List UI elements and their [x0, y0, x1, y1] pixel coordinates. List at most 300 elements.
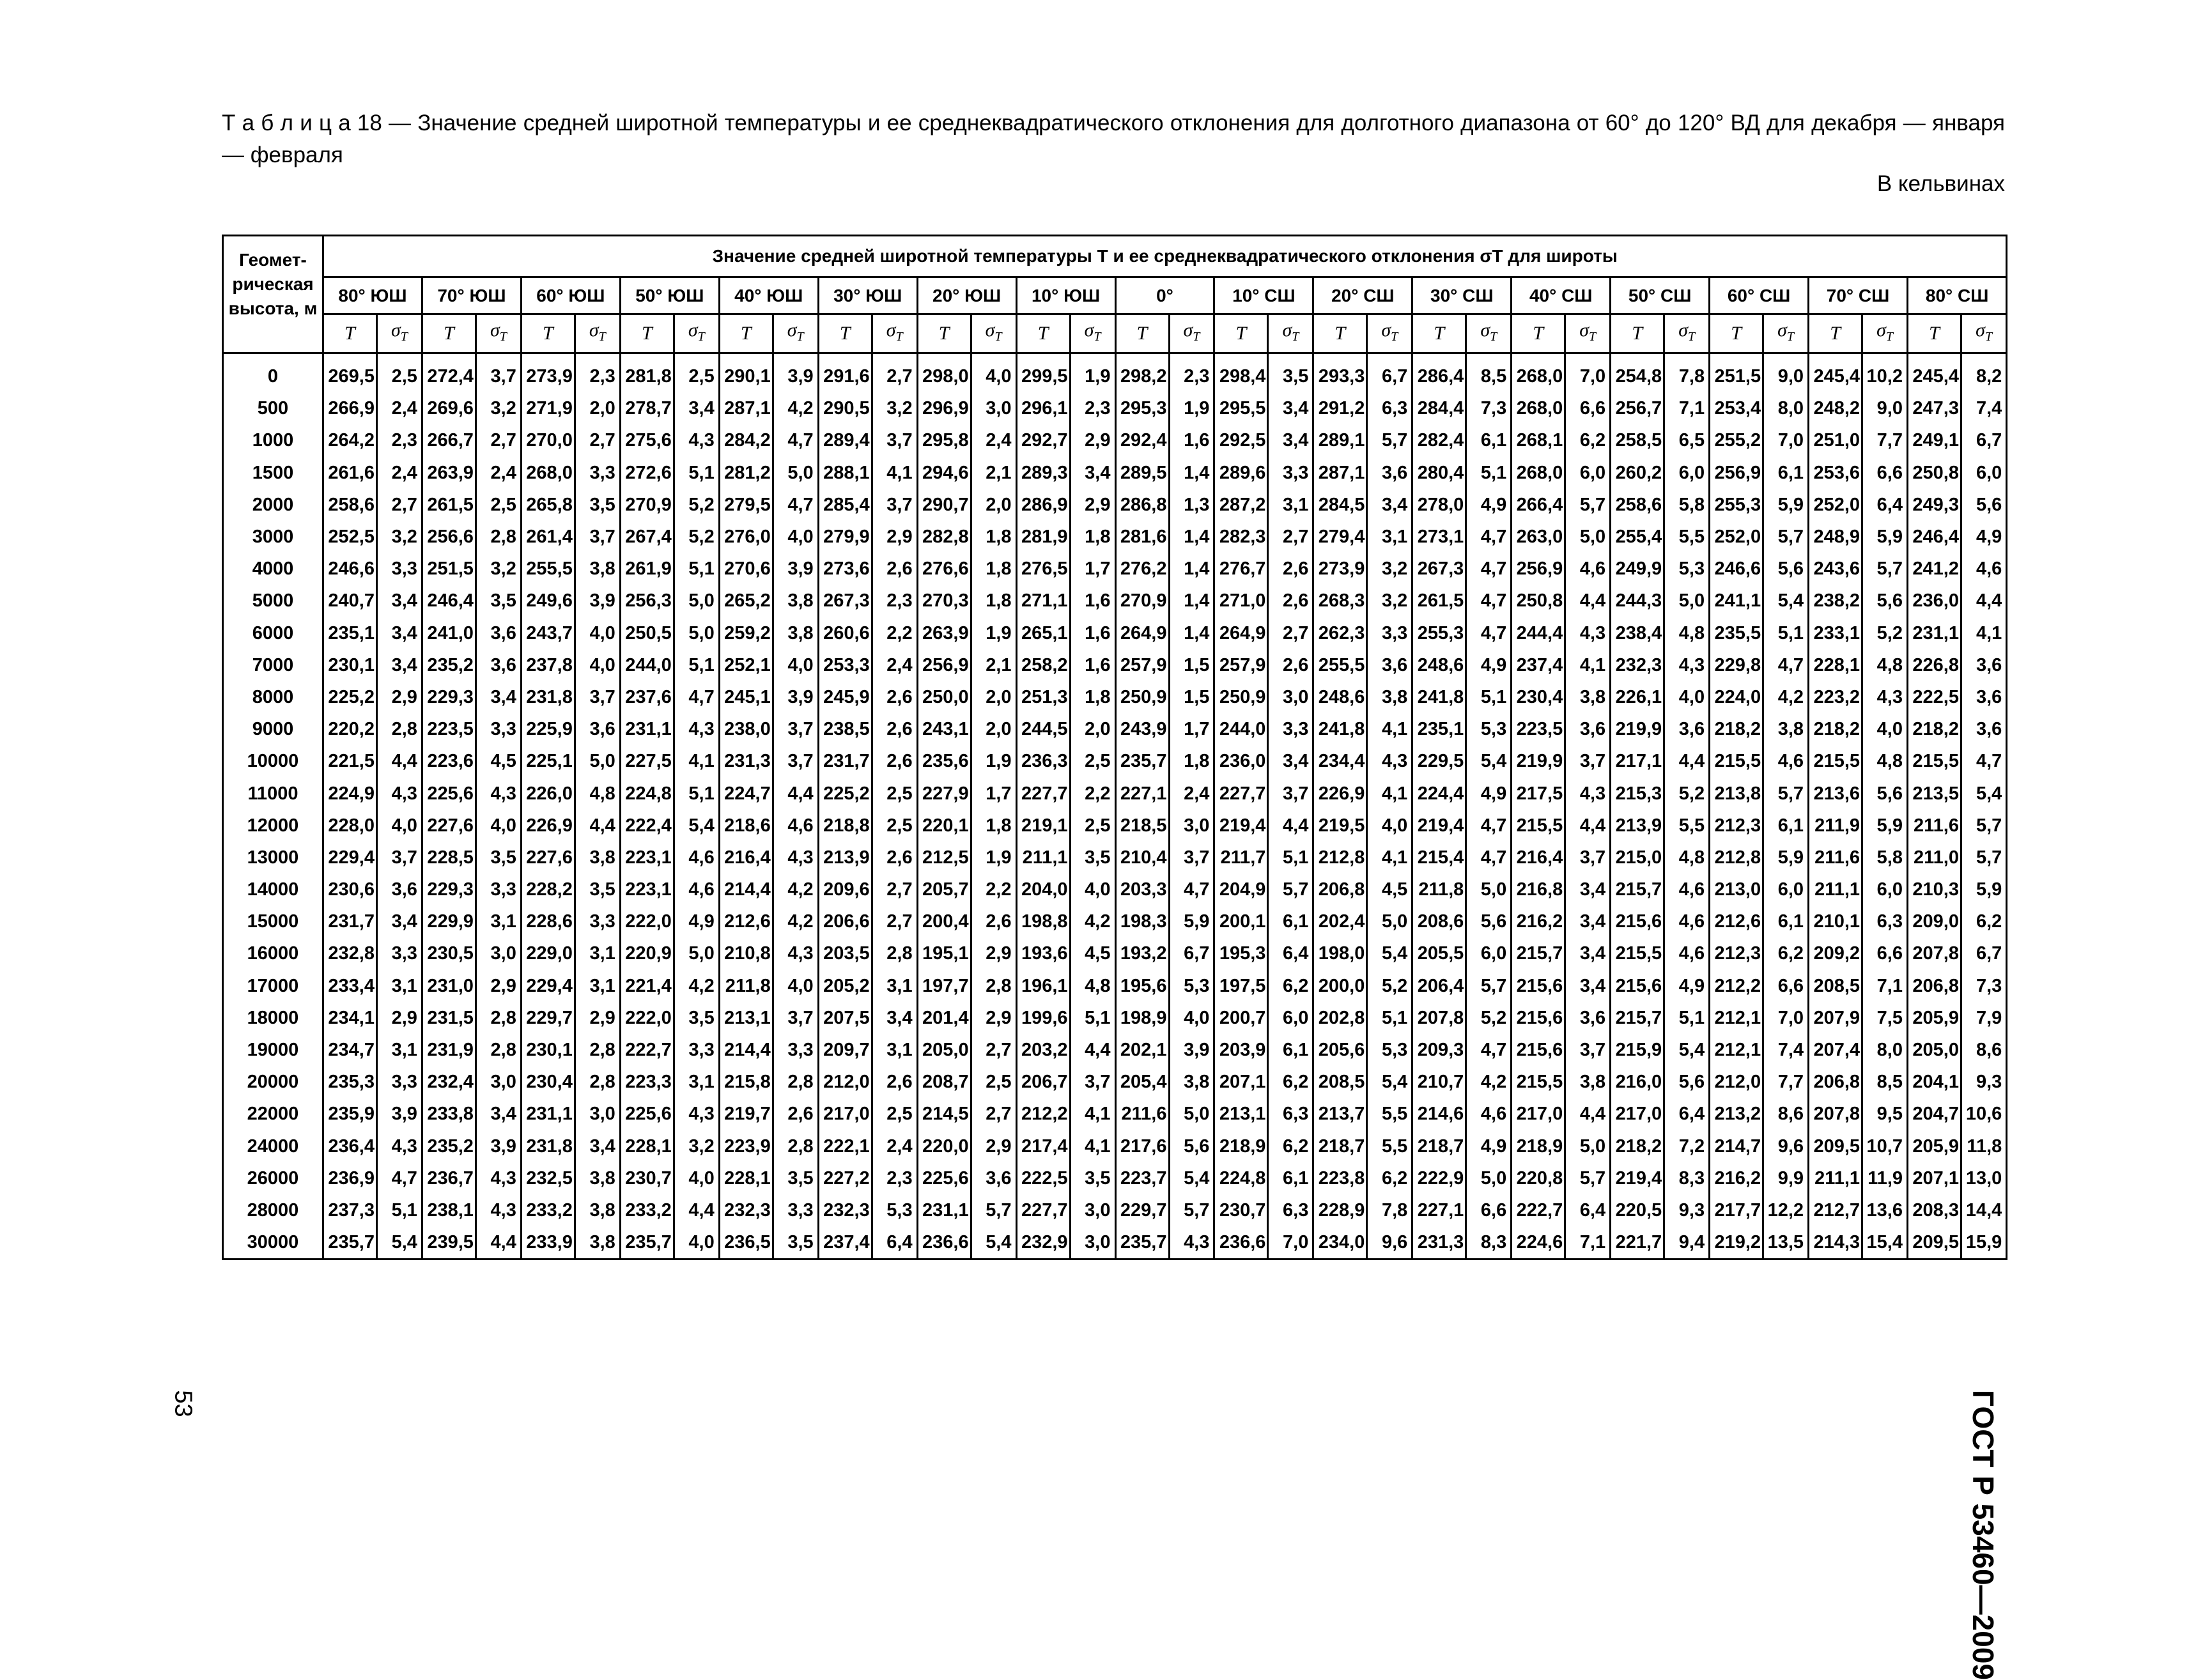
sigma-cell: 1,4 [1169, 521, 1214, 553]
sigma-cell: 10,6 [1961, 1098, 2007, 1130]
temperature-cell: 216,2 [1512, 906, 1565, 937]
temperature-cell: 229,0 [521, 937, 575, 969]
sigma-cell: 4,3 [674, 713, 719, 745]
temperature-cell: 217,0 [818, 1098, 872, 1130]
sigma-cell: 8,3 [1664, 1162, 1710, 1194]
temperature-cell: 216,4 [719, 842, 773, 874]
temperature-cell: 207,8 [1908, 937, 1961, 969]
sigma-cell: 4,6 [1664, 937, 1710, 969]
temperature-cell: 215,6 [1611, 906, 1664, 937]
temperature-cell: 218,6 [719, 810, 773, 842]
temperature-cell: 248,9 [1809, 521, 1862, 553]
sigma-cell: 4,1 [1070, 1098, 1115, 1130]
temperature-cell: 231,9 [422, 1034, 476, 1066]
sigma-cell: 1,3 [1169, 489, 1214, 521]
sigma-cell: 4,9 [1466, 649, 1512, 681]
temperature-cell: 238,0 [719, 713, 773, 745]
temperature-cell: 231,8 [521, 681, 575, 713]
sigma-cell: 5,3 [872, 1194, 917, 1226]
temperature-cell: 271,1 [1016, 585, 1070, 617]
temperature-cell: 219,4 [1611, 1162, 1664, 1194]
sigma-cell: 5,7 [1367, 424, 1412, 456]
temperature-cell: 292,4 [1115, 424, 1169, 456]
temperature-cell: 258,2 [1016, 649, 1070, 681]
temperature-cell: 231,1 [521, 1098, 575, 1130]
temperature-cell: 244,5 [1016, 713, 1070, 745]
temperature-cell: 268,0 [521, 457, 575, 489]
temperature-cell: 290,5 [818, 392, 872, 424]
sigma-cell: 5,0 [1169, 1098, 1214, 1130]
temperature-cell: 224,8 [1214, 1162, 1268, 1194]
temperature-cell: 250,8 [1908, 457, 1961, 489]
sigma-cell: 4,6 [1961, 553, 2007, 585]
temperature-cell: 198,0 [1313, 937, 1367, 969]
sigma-cell: 5,1 [674, 553, 719, 585]
data-table-container [222, 235, 2006, 1260]
sigma-cell: 6,0 [1565, 457, 1611, 489]
altitude-cell: 24000 [223, 1130, 323, 1162]
sigma-cell: 2,8 [773, 1066, 818, 1098]
sigma-cell: 1,8 [1169, 745, 1214, 777]
temperature-cell: 215,6 [1512, 970, 1565, 1002]
temperature-cell: 214,6 [1412, 1098, 1466, 1130]
temperature-cell: 265,8 [521, 489, 575, 521]
latitude-header: 10° ЮШ [1016, 277, 1115, 314]
temperature-symbol: T [818, 314, 872, 353]
sigma-cell: 6,6 [1466, 1194, 1512, 1226]
sigma-cell: 6,5 [1664, 424, 1710, 456]
sigma-cell: 8,5 [1466, 353, 1512, 393]
page-number: 53 [169, 1390, 197, 1417]
temperature-cell: 248,6 [1313, 681, 1367, 713]
temperature-cell: 288,1 [818, 457, 872, 489]
sigma-cell: 1,8 [971, 521, 1016, 553]
sigma-cell: 13,5 [1763, 1226, 1809, 1260]
sigma-cell: 3,6 [1367, 649, 1412, 681]
temperature-cell: 228,1 [620, 1130, 674, 1162]
temperature-cell: 273,1 [1412, 521, 1466, 553]
sigma-cell: 2,9 [377, 681, 422, 713]
temperature-cell: 205,0 [917, 1034, 971, 1066]
sigma-cell: 4,1 [1367, 777, 1412, 809]
sigma-cell: 3,5 [1268, 353, 1313, 393]
table-row [223, 681, 2007, 713]
sigma-cell: 3,9 [476, 1130, 521, 1162]
sigma-cell: 1,7 [1169, 713, 1214, 745]
temperature-cell: 262,3 [1313, 617, 1367, 649]
sigma-cell: 2,4 [377, 392, 422, 424]
temperature-cell: 256,3 [620, 585, 674, 617]
sigma-cell: 6,1 [1268, 906, 1313, 937]
temperature-cell: 205,5 [1412, 937, 1466, 969]
temperature-cell: 210,7 [1412, 1066, 1466, 1098]
temperature-cell: 205,7 [917, 874, 971, 906]
sigma-cell: 2,0 [575, 392, 620, 424]
table-row [223, 1002, 2007, 1034]
sigma-cell: 2,8 [872, 937, 917, 969]
temperature-cell: 238,4 [1611, 617, 1664, 649]
temperature-cell: 235,7 [323, 1226, 377, 1260]
temperature-cell: 245,1 [719, 681, 773, 713]
sigma-cell: 3,1 [1367, 521, 1412, 553]
temperature-cell: 215,0 [1611, 842, 1664, 874]
temperature-cell: 215,5 [1809, 745, 1862, 777]
table-row [223, 842, 2007, 874]
sigma-cell: 5,3 [1466, 713, 1512, 745]
temperature-cell: 212,7 [1809, 1194, 1862, 1226]
temperature-cell: 212,5 [917, 842, 971, 874]
sigma-cell: 5,9 [1862, 521, 1908, 553]
altitude-cell: 10000 [223, 745, 323, 777]
temperature-cell: 231,1 [917, 1194, 971, 1226]
temperature-cell: 233,9 [521, 1226, 575, 1260]
table-row [223, 874, 2007, 906]
sigma-cell: 5,1 [1763, 617, 1809, 649]
sigma-cell: 6,0 [1763, 874, 1809, 906]
sigma-cell: 3,7 [575, 521, 620, 553]
sigma-cell: 3,1 [377, 970, 422, 1002]
temperature-cell: 209,6 [818, 874, 872, 906]
sigma-cell: 5,9 [1763, 842, 1809, 874]
temperature-cell: 250,5 [620, 617, 674, 649]
temperature-cell: 212,3 [1710, 937, 1763, 969]
temperature-cell: 222,5 [1908, 681, 1961, 713]
altitude-cell: 16000 [223, 937, 323, 969]
table-row [223, 1130, 2007, 1162]
temperature-cell: 246,4 [1908, 521, 1961, 553]
temperature-cell: 238,1 [422, 1194, 476, 1226]
sigma-cell: 3,8 [1169, 1066, 1214, 1098]
sigma-cell: 6,0 [1961, 457, 2007, 489]
sigma-cell: 4,0 [674, 1226, 719, 1260]
temperature-symbol: T [1512, 314, 1565, 353]
corner-line: Геомет- [239, 250, 307, 270]
sigma-cell: 3,4 [872, 1002, 917, 1034]
sigma-cell: 4,7 [1466, 617, 1512, 649]
table-row [223, 1034, 2007, 1066]
sigma-cell: 3,4 [377, 617, 422, 649]
temperature-cell: 252,0 [1809, 489, 1862, 521]
sigma-cell: 2,0 [971, 489, 1016, 521]
sigma-cell: 5,0 [1565, 1130, 1611, 1162]
sigma-cell: 7,4 [1961, 392, 2007, 424]
sigma-cell: 13,6 [1862, 1194, 1908, 1226]
temperature-cell: 245,4 [1809, 353, 1862, 393]
temperature-cell: 261,5 [422, 489, 476, 521]
sigma-cell: 4,3 [1664, 649, 1710, 681]
temperature-cell: 251,0 [1809, 424, 1862, 456]
sigma-cell: 11,9 [1862, 1162, 1908, 1194]
temperature-cell: 289,1 [1313, 424, 1367, 456]
sigma-cell: 2,7 [476, 424, 521, 456]
temperature-cell: 290,1 [719, 353, 773, 393]
temperature-cell: 230,7 [620, 1162, 674, 1194]
temperature-cell: 222,7 [620, 1034, 674, 1066]
temperature-cell: 225,6 [422, 777, 476, 809]
temperature-cell: 206,7 [1016, 1066, 1070, 1098]
temperature-cell: 238,5 [818, 713, 872, 745]
sigma-cell: 5,5 [1367, 1130, 1412, 1162]
sigma-cell: 7,4 [1763, 1034, 1809, 1066]
sigma-cell: 3,5 [1070, 1162, 1115, 1194]
sigma-cell: 3,1 [872, 1034, 917, 1066]
corner-line: высота, м [228, 298, 318, 318]
sigma-cell: 3,6 [1565, 713, 1611, 745]
temperature-cell: 232,3 [719, 1194, 773, 1226]
sigma-cell: 3,3 [377, 937, 422, 969]
temperature-cell: 278,0 [1412, 489, 1466, 521]
temperature-cell: 237,4 [818, 1226, 872, 1260]
sigma-cell: 9,6 [1367, 1226, 1412, 1260]
header-row-title [223, 236, 2007, 277]
temperature-cell: 298,4 [1214, 353, 1268, 393]
temperature-cell: 284,4 [1412, 392, 1466, 424]
sigma-cell: 2,8 [476, 521, 521, 553]
sigma-cell: 3,8 [575, 1194, 620, 1226]
sigma-cell: 5,6 [1169, 1130, 1214, 1162]
sigma-cell: 9,9 [1763, 1162, 1809, 1194]
sigma-cell: 6,7 [1169, 937, 1214, 969]
temperature-cell: 212,6 [1710, 906, 1763, 937]
sigma-cell: 6,7 [1961, 424, 2007, 456]
temperature-cell: 268,1 [1512, 424, 1565, 456]
temperature-cell: 265,2 [719, 585, 773, 617]
sigma-cell: 3,5 [476, 585, 521, 617]
altitude-cell: 0 [223, 353, 323, 393]
sigma-cell: 3,6 [476, 649, 521, 681]
temperature-cell: 276,7 [1214, 553, 1268, 585]
temperature-cell: 212,2 [1710, 970, 1763, 1002]
table-row [223, 424, 2007, 456]
sigma-cell: 2,9 [377, 1002, 422, 1034]
sigma-cell: 5,7 [1862, 553, 1908, 585]
sigma-cell: 3,3 [773, 1194, 818, 1226]
temperature-symbol: T [422, 314, 476, 353]
sigma-cell: 3,2 [1367, 585, 1412, 617]
sigma-cell: 2,6 [773, 1098, 818, 1130]
sigma-cell: 4,0 [575, 649, 620, 681]
sigma-cell: 2,3 [872, 1162, 917, 1194]
temperature-cell: 205,9 [1908, 1130, 1961, 1162]
sigma-cell: 4,0 [377, 810, 422, 842]
temperature-cell: 211,6 [1115, 1098, 1169, 1130]
sigma-cell: 3,6 [1961, 681, 2007, 713]
table-body [223, 353, 2007, 1260]
sigma-cell: 5,7 [1169, 1194, 1214, 1226]
sigma-cell: 4,8 [575, 777, 620, 809]
sigma-cell: 7,0 [1763, 1002, 1809, 1034]
temperature-cell: 264,9 [1115, 617, 1169, 649]
sigma-cell: 6,4 [1268, 937, 1313, 969]
sigma-cell: 3,8 [575, 1226, 620, 1260]
sigma-cell: 1,7 [1070, 553, 1115, 585]
temperature-cell: 204,7 [1908, 1098, 1961, 1130]
sigma-cell: 3,5 [575, 489, 620, 521]
latitude-header: 30° ЮШ [818, 277, 917, 314]
temperature-cell: 232,3 [1611, 649, 1664, 681]
corner-line: рическая [232, 274, 314, 294]
sigma-cell: 3,4 [1565, 906, 1611, 937]
sigma-cell: 2,7 [872, 874, 917, 906]
temperature-cell: 250,9 [1214, 681, 1268, 713]
sigma-cell: 5,4 [1367, 1066, 1412, 1098]
table-row [223, 649, 2007, 681]
temperature-cell: 235,9 [323, 1098, 377, 1130]
sigma-cell: 6,6 [1862, 457, 1908, 489]
temperature-cell: 215,6 [1512, 1034, 1565, 1066]
temperature-cell: 252,5 [323, 521, 377, 553]
temperature-cell: 237,6 [620, 681, 674, 713]
sigma-cell: 10,2 [1862, 353, 1908, 393]
sigma-cell: 2,9 [872, 521, 917, 553]
temperature-symbol: T [1611, 314, 1664, 353]
temperature-cell: 281,6 [1115, 521, 1169, 553]
temperature-cell: 193,2 [1115, 937, 1169, 969]
sigma-cell: 4,9 [1466, 489, 1512, 521]
sigma-cell: 5,4 [377, 1226, 422, 1260]
temperature-cell: 259,2 [719, 617, 773, 649]
temperature-cell: 292,7 [1016, 424, 1070, 456]
sigma-cell: 5,4 [1961, 777, 2007, 809]
temperature-cell: 270,0 [521, 424, 575, 456]
temperature-cell: 252,0 [1710, 521, 1763, 553]
temperature-cell: 214,7 [1710, 1130, 1763, 1162]
sigma-cell: 1,9 [971, 617, 1016, 649]
sigma-cell: 3,5 [674, 1002, 719, 1034]
temperature-cell: 229,9 [422, 906, 476, 937]
temperature-cell: 229,3 [422, 681, 476, 713]
temperature-cell: 230,4 [1512, 681, 1565, 713]
temperature-cell: 226,0 [521, 777, 575, 809]
sigma-cell: 3,1 [377, 1034, 422, 1066]
sigma-cell: 3,6 [1367, 457, 1412, 489]
altitude-cell: 26000 [223, 1162, 323, 1194]
sigma-cell: 4,9 [674, 906, 719, 937]
temperature-cell: 249,3 [1908, 489, 1961, 521]
temperature-cell: 241,8 [1412, 681, 1466, 713]
sigma-cell: 4,0 [575, 617, 620, 649]
temperature-cell: 229,8 [1710, 649, 1763, 681]
sigma-cell: 3,5 [1070, 842, 1115, 874]
temperature-cell: 250,0 [917, 681, 971, 713]
temperature-cell: 208,5 [1313, 1066, 1367, 1098]
temperature-cell: 225,6 [620, 1098, 674, 1130]
sigma-cell: 3,3 [1367, 617, 1412, 649]
altitude-cell: 13000 [223, 842, 323, 874]
temperature-cell: 212,6 [719, 906, 773, 937]
sigma-cell: 3,0 [476, 937, 521, 969]
temperature-cell: 218,2 [1809, 713, 1862, 745]
latitude-header: 60° СШ [1710, 277, 1809, 314]
temperature-cell: 215,7 [1611, 1002, 1664, 1034]
temperature-cell: 231,1 [620, 713, 674, 745]
altitude-cell: 12000 [223, 810, 323, 842]
temperature-symbol: T [521, 314, 575, 353]
sigma-cell: 4,6 [1466, 1098, 1512, 1130]
sigma-cell: 6,0 [1466, 937, 1512, 969]
temperature-cell: 206,8 [1908, 970, 1961, 1002]
temperature-cell: 195,1 [917, 937, 971, 969]
sigma-cell: 3,9 [575, 585, 620, 617]
sigma-cell: 3,4 [1268, 745, 1313, 777]
table-row [223, 1162, 2007, 1194]
sigma-cell: 3,4 [1268, 392, 1313, 424]
sigma-cell: 3,2 [377, 521, 422, 553]
temperature-cell: 223,1 [620, 874, 674, 906]
temperature-cell: 219,7 [719, 1098, 773, 1130]
sigma-cell: 4,0 [971, 353, 1016, 393]
temperature-cell: 276,0 [719, 521, 773, 553]
sigma-cell: 7,2 [1664, 1130, 1710, 1162]
sigma-cell: 2,6 [971, 906, 1016, 937]
sigma-cell: 4,7 [1466, 553, 1512, 585]
sigma-cell: 4,1 [1565, 649, 1611, 681]
sigma-symbol: $\sigma_T$ [1466, 314, 1512, 353]
temperature-cell: 269,6 [422, 392, 476, 424]
sigma-cell: 3,2 [476, 392, 521, 424]
altitude-cell: 20000 [223, 1066, 323, 1098]
sigma-cell: 2,8 [575, 1034, 620, 1066]
table-row [223, 937, 2007, 969]
temperature-cell: 219,9 [1611, 713, 1664, 745]
sigma-cell: 2,8 [476, 1034, 521, 1066]
sigma-cell: 7,1 [1664, 392, 1710, 424]
sigma-cell: 5,2 [674, 489, 719, 521]
temperature-cell: 228,6 [521, 906, 575, 937]
temperature-cell: 251,5 [422, 553, 476, 585]
sigma-cell: 1,8 [1070, 521, 1115, 553]
temperature-cell: 211,9 [1809, 810, 1862, 842]
sigma-cell: 3,0 [1070, 1194, 1115, 1226]
temperature-symbol: T [1115, 314, 1169, 353]
sigma-cell: 2,5 [872, 777, 917, 809]
sigma-cell: 2,8 [575, 1066, 620, 1098]
sigma-cell: 3,4 [476, 1098, 521, 1130]
temperature-cell: 216,4 [1512, 842, 1565, 874]
latitude-header: 30° СШ [1412, 277, 1512, 314]
sigma-cell: 9,0 [1862, 392, 1908, 424]
temperature-cell: 198,9 [1115, 1002, 1169, 1034]
sigma-cell: 4,3 [1565, 777, 1611, 809]
temperature-cell: 212,0 [818, 1066, 872, 1098]
sigma-cell: 2,3 [377, 424, 422, 456]
sigma-cell: 8,3 [1466, 1226, 1512, 1260]
sigma-cell: 4,7 [773, 489, 818, 521]
temperature-cell: 211,1 [1809, 1162, 1862, 1194]
temperature-cell: 256,9 [1710, 457, 1763, 489]
sigma-cell: 4,3 [674, 424, 719, 456]
temperature-cell: 219,9 [1512, 745, 1565, 777]
temperature-cell: 203,2 [1016, 1034, 1070, 1066]
temperature-cell: 282,8 [917, 521, 971, 553]
temperature-cell: 257,9 [1214, 649, 1268, 681]
temperature-cell: 223,2 [1809, 681, 1862, 713]
sigma-cell: 3,6 [1664, 713, 1710, 745]
sigma-symbol: $\sigma_T$ [476, 314, 521, 353]
sigma-cell: 3,6 [476, 617, 521, 649]
temperature-cell: 272,4 [422, 353, 476, 393]
sigma-cell: 2,9 [476, 970, 521, 1002]
temperature-cell: 271,0 [1214, 585, 1268, 617]
sigma-cell: 5,1 [1664, 1002, 1710, 1034]
sigma-symbol: $\sigma_T$ [1565, 314, 1611, 353]
sigma-cell: 4,1 [674, 745, 719, 777]
temperature-cell: 212,1 [1710, 1002, 1763, 1034]
sigma-cell: 8,5 [1862, 1066, 1908, 1098]
temperature-cell: 220,1 [917, 810, 971, 842]
sigma-cell: 5,0 [1664, 585, 1710, 617]
sigma-symbol: $\sigma_T$ [971, 314, 1016, 353]
